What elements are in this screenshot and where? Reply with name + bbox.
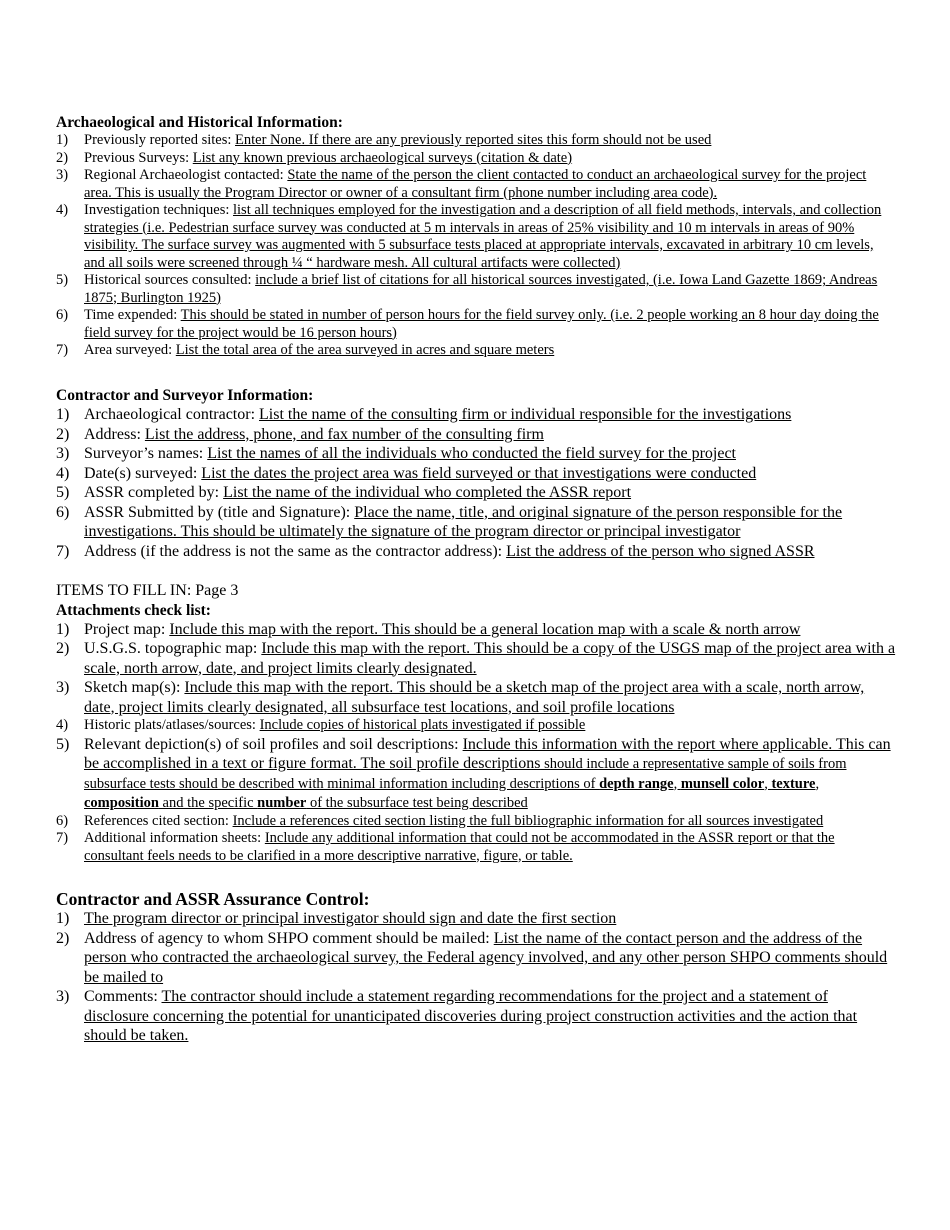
contractor-section (56, 386, 896, 561)
assurance-heading: Contractor and ASSR Assurance Control: (56, 889, 370, 909)
archaeological-list (56, 132, 896, 360)
list-item: 1) Project map: Include this map with the report. This should be a general location map with a scale & north arrow (56, 620, 801, 638)
list-item: 6) References cited section: Include a references cited section listing the full bibliographic information for all sources investigated (56, 812, 824, 829)
contractor-list (56, 405, 896, 561)
list-item: 1) Previously reported sites: Enter None. If there are any previously reported sites this form should not be used (56, 132, 712, 148)
list-item: 2) Previous Surveys: List any known previous archaeological surveys (citation & date) (56, 149, 573, 166)
attachments-section (56, 581, 896, 865)
list-item: 3) Surveyor’s names: List the names of all the individuals who conducted the field survey for the project (56, 445, 736, 462)
list-item: 4) Historic plats/atlases/sources: Include copies of historical plats investigated if possible (56, 717, 586, 733)
list-item: 2) Address of agency to whom SHPO comment should be mailed: List the name of the contact person and the address of the person who contracted the archaeological survey, the Federal agency involved, and any other person SHPO comments should be mailed to (56, 929, 888, 986)
list-item: 5) Relevant depiction(s) of soil profiles and soil descriptions: Include this information with the report where applicable. This can be accomplished in a text or figure format. The soil profile descriptions should include a representative sample of soils from subsurface tests should be described with minimal information including descriptions of depth range, munsell color, texture, composition and the specific number of the subsurface test being described (56, 735, 891, 811)
list-item: 4) Date(s) surveyed: List the dates the project area was field surveyed or that investigations were conducted (56, 464, 757, 482)
archaeological-section (56, 113, 896, 360)
list-item: 3) Sketch map(s): Include this map with the report. This should be a sketch map of the project area with a scale, north arrow, date, project limits clearly designated, all subsurface test locations, and soil profile locations (56, 679, 865, 716)
list-item: 7) Address (if the address is not the same as the contractor address): List the address of the person who signed ASSR (56, 542, 815, 560)
list-item: 7) Additional information sheets: Include any additional information that could not be accommodated in the ASSR report or that the consultant feels needs to be clarified in a more descriptive narrative, figure, or table. (56, 830, 835, 864)
list-item: 3) Comments: The contractor should include a statement regarding recommendations for the project and a statement of disclosure concerning the potential for unanticipated discoveries during project construction activities and the action that should be taken. (56, 988, 858, 1044)
archaeological-heading: Archaeological and Historical Information: (56, 114, 343, 131)
attachments-heading: Attachments check list: (56, 601, 211, 619)
list-item: 1) Archaeological contractor: List the name of the consulting firm or individual responsible for the investigations (56, 406, 792, 423)
list-item: 2) U.S.G.S. topographic map: Include this map with the report. This should be a copy of the USGS map of the project area with a scale, north arrow, date, and project limits clearly designated. (56, 640, 896, 677)
list-item: 6) Time expended: This should be stated in number of person hours for the field survey only. (i.e. 2 people working an 8 hour day doing the field survey for the project would be 16 person hours) (56, 307, 879, 341)
list-item: 2) Address: List the address, phone, and fax number of the consulting firm (56, 425, 544, 443)
list-item: 3) Regional Archaeologist contacted: State the name of the person the client contacted to conduct an archaeological survey for the project area. This is usually the Program Director or owner of a consultant firm (phone number including area code). (56, 167, 867, 201)
list-item: 7) Area surveyed: List the total area of the area surveyed in acres and square meters (56, 342, 555, 358)
page-note: ITEMS TO FILL IN: Page 3 (56, 582, 239, 599)
assurance-section (56, 889, 896, 1046)
contractor-heading: Contractor and Surveyor Information: (56, 387, 314, 404)
list-item: 5) Historical sources consulted: include a brief list of citations for all historical sources investigated, (i.e. Iowa Land Gazette 1869; Andreas 1875; Burlington 1925) (56, 272, 878, 306)
list-item: 4) Investigation techniques: list all techniques employed for the investigation and a description of all field methods, intervals, and collection strategies (i.e. Pedestrian surface survey was conducted at 5 m intervals in areas of 25% visibility and 10 m intervals in areas of 90% visibility. The surface survey was augmented with 5 subsurface tests placed at appropriate intervals, excavated in arbitrary 10 cm levels, and all soils were screened through ¼ “ hardware mesh. All cultural artifacts were collected) (56, 202, 882, 271)
attachments-list (56, 620, 896, 866)
list-item: 1) The program director or principal investigator should sign and date the first section (56, 910, 617, 927)
list-item: 5) ASSR completed by: List the name of the individual who completed the ASSR report (56, 484, 632, 501)
list-item: 6) ASSR Submitted by (title and Signature): Place the name, title, and original signature of the person responsible for the investigations. This should be ultimately the signature of the program director or principal investigator (56, 503, 843, 540)
assurance-list (56, 909, 896, 1046)
